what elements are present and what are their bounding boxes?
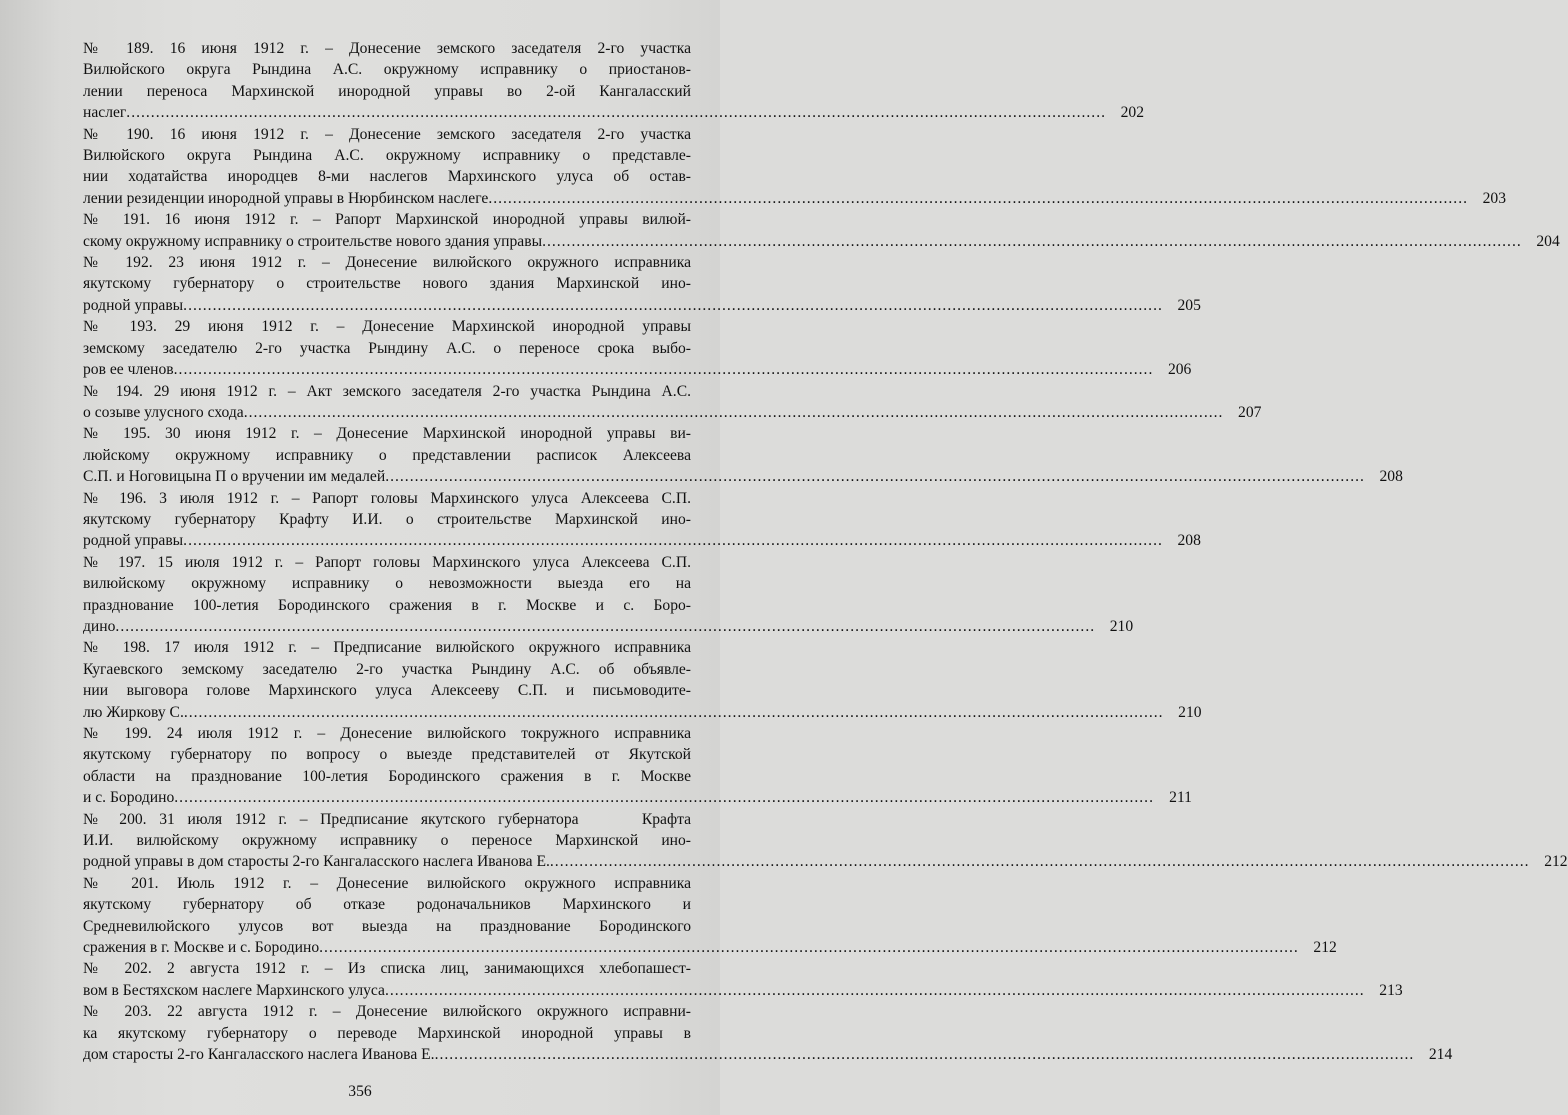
toc-entry-line: Вилюйского округа Рындина А.С. окружному исправнику о приостанов- — [83, 61, 691, 79]
toc-entry — [83, 316, 1192, 380]
toc-entry-line: о созыве улусного схода — [83, 403, 244, 421]
toc-entry-line: № 189. 16 июня 1912 г. – Донесение земского заседателя 2-го участка — [83, 40, 691, 57]
toc-entry-line: лю Жиркову С. — [83, 703, 184, 721]
toc-entry-line: сражения в г. Москве и с. Бородино — [83, 939, 320, 957]
leader-dots: ........................................................................................................................................................................................................ — [319, 939, 1299, 957]
leader-dots: ........................................................................................................................................................................................................ — [173, 361, 1154, 379]
toc-entry — [83, 488, 1201, 552]
toc-page-number: 208 — [1177, 532, 1201, 550]
toc-entry-line: лении резиденции инородной управы в Нюрбинском наслеге — [83, 189, 489, 207]
toc-page-number: 213 — [1379, 981, 1403, 999]
toc-entry-line: и с. Бородино — [83, 789, 175, 807]
toc-entry-line: Вилюйского округа Рындина А.С. окружному исправнику о представле- — [83, 147, 691, 165]
toc-entry-line: ров ее членов — [83, 361, 174, 379]
leader-dots: ........................................................................................................................................................................................................ — [126, 104, 1106, 122]
leader-dots: ........................................................................................................................................................................................................ — [243, 403, 1224, 421]
toc-entry-line: № 198. 17 июля 1912 г. – Предписание вилюйского окружного исправника — [83, 639, 691, 657]
toc-entry-line: № 193. 29 июня 1912 г. – Донесение Мархинской инородной управы — [83, 318, 691, 336]
toc-entry-line: нии выговора голове Мархинского улуса Алексееву С.П. и письмоводите- — [83, 682, 691, 700]
toc-page-number: 208 — [1379, 468, 1403, 486]
toc-page-number: 206 — [1167, 361, 1192, 379]
toc-entry — [83, 209, 1560, 252]
toc-entry-line: И.И. вилюйскому окружному исправнику о переносе Мархинской ино- — [83, 832, 691, 850]
toc-entry-line: ка якутскому губернатору о переводе Мархинской инородной управы в — [83, 1024, 691, 1042]
toc-entry-line: вилюйскому окружному исправнику о невозможности выезда его на — [83, 575, 691, 593]
leader-dots: ........................................................................................................................................................................................................ — [174, 789, 1154, 807]
leader-dots: ........................................................................................................................................................................................................ — [542, 232, 1522, 250]
leader-dots: ........................................................................................................................................................................................................ — [183, 532, 1163, 550]
toc-entry-line: родной управы — [83, 532, 184, 550]
toc-entry — [83, 552, 1134, 638]
toc-page-number: 212 — [1544, 853, 1568, 871]
toc-page-number: 210 — [1109, 617, 1134, 635]
toc-entry — [83, 252, 1201, 316]
toc-entry-line: дино — [83, 617, 116, 635]
toc-entry-line: родной управы в дом старосты 2-го Кангаласского наслега Иванова Е. — [83, 853, 550, 871]
toc-page-number: 211 — [1169, 789, 1192, 807]
toc-entry — [83, 723, 1192, 809]
table-of-contents — [83, 38, 1568, 1066]
toc-entry — [83, 381, 1262, 424]
page-number: 356 — [348, 1083, 372, 1100]
toc-entry-line: дом старосты 2-го Кангаласского наслега Иванова Е. — [83, 1046, 435, 1064]
toc-page-number: 205 — [1177, 296, 1201, 314]
toc-entry-line: № 202. 2 августа 1912 г. – Из списка лиц, занимающихся хлебопашест- — [83, 960, 691, 978]
leader-dots: ........................................................................................................................................................................................................ — [434, 1046, 1415, 1064]
toc-entry-line: Кугаевского земскому заседателю 2-го участка Рындину А.С. об объявле- — [83, 660, 691, 678]
toc-entry — [83, 1001, 1453, 1065]
toc-entry-line: № 200. 31 июля 1912 г. – Предписание якутского губернатора Крафта — [83, 810, 691, 828]
toc-entry-line: № 190. 16 июня 1912 г. – Донесение земского заседателя 2-го участка — [83, 125, 691, 143]
toc-entry-line: вом в Бестяхском наслеге Мархинского улуса — [83, 981, 385, 999]
toc-page-number: 214 — [1428, 1046, 1453, 1064]
toc-page-number: 212 — [1313, 939, 1337, 957]
toc-entry-line: родной управы — [83, 296, 184, 314]
toc-entry-line: земскому заседателю 2-го участка Рындину А.С. о переносе срока выбо- — [83, 339, 691, 357]
toc-entry-line: № 199. 24 июля 1912 г. – Донесение вилюйского токружного исправника — [83, 725, 691, 742]
toc-page-number: 203 — [1482, 189, 1506, 207]
toc-entry-line: Средневилюйского улусов вот выезда на празднование Бородинского — [83, 917, 691, 935]
toc-entry — [83, 38, 1144, 124]
toc-entry — [83, 124, 1506, 210]
toc-entry-line: нии ходатайства инородцев 8-ми наслегов Мархинского улуса об остав- — [83, 168, 691, 186]
toc-entry-line: № 196. 3 июля 1912 г. – Рапорт головы Мархинского улуса Алексеева С.П. — [83, 489, 691, 507]
toc-entry-line: № 191. 16 июня 1912 г. – Рапорт Мархинской инородной управы вилюй- — [83, 211, 691, 229]
toc-entry-line: С.П. и Ноговицына П о вручении им медалей — [83, 468, 386, 486]
toc-entry-line: № 197. 15 июля 1912 г. – Рапорт головы Мархинского улуса Алексеева С.П. — [83, 553, 691, 571]
toc-page-number: 202 — [1120, 104, 1144, 122]
toc-entry-line: № 201. Июль 1912 г. – Донесение вилюйского окружного исправника — [83, 874, 691, 892]
toc-entry-line: № 194. 29 июня 1912 г. – Акт земского заседателя 2-го участка Рындина А.С. — [83, 382, 691, 400]
toc-entry-line: № 203. 22 августа 1912 г. – Донесение вилюйского окружного исправни- — [83, 1003, 691, 1021]
toc-entry-line: лении переноса Мархинской инородной управы во 2-ой Кангаласский — [83, 82, 691, 100]
leader-dots: ........................................................................................................................................................................................................ — [384, 981, 1365, 999]
toc-entry — [83, 873, 1337, 959]
toc-page-number: 204 — [1536, 232, 1560, 250]
leader-dots: ........................................................................................................................................................................................................ — [385, 468, 1365, 486]
leader-dots: ........................................................................................................................................................................................................ — [488, 189, 1468, 207]
toc-entry — [83, 637, 1202, 723]
leader-dots: ........................................................................................................................................................................................................ — [183, 296, 1163, 314]
toc-entry-line: наслег — [83, 104, 127, 122]
toc-entry-line: люйскому окружному исправнику о представлении расписок Алексеева — [83, 446, 691, 464]
toc-entry — [83, 809, 1568, 873]
toc-entry-line: якутскому губернатору об отказе родоначальников Мархинского и — [83, 896, 691, 914]
toc-entry-line: области на празднование 100-летия Бородинского сражения в г. Москве — [83, 767, 691, 785]
toc-entry-line: празднование 100-летия Бородинского сражения в г. Москве и с. Боро- — [83, 596, 691, 614]
toc-entry-line: скому окружному исправнику о строительстве нового здания управы — [83, 232, 543, 250]
toc-entry-line: № 195. 30 июня 1912 г. – Донесение Мархинской инородной управы ви- — [83, 425, 691, 443]
toc-entry — [83, 423, 1403, 487]
toc-page-number: 207 — [1238, 403, 1262, 421]
leader-dots: ........................................................................................................................................................................................................ — [115, 617, 1096, 635]
toc-entry-line: № 192. 23 июня 1912 г. – Донесение вилюйского окружного исправника — [83, 254, 691, 272]
toc-entry-line: якутскому губернатору о строительстве нового здания Мархинской ино- — [83, 275, 691, 293]
toc-entry-line: якутскому губернатору по вопросу о выезде представителей от Якутской — [83, 746, 691, 764]
leader-dots: ........................................................................................................................................................................................................ — [183, 703, 1164, 721]
toc-entry-line: якутскому губернатору Крафту И.И. о строительстве Мархинской ино- — [83, 510, 691, 528]
toc-page-number: 210 — [1178, 703, 1202, 721]
toc-entry — [83, 958, 1403, 1001]
leader-dots: ........................................................................................................................................................................................................ — [549, 853, 1530, 871]
